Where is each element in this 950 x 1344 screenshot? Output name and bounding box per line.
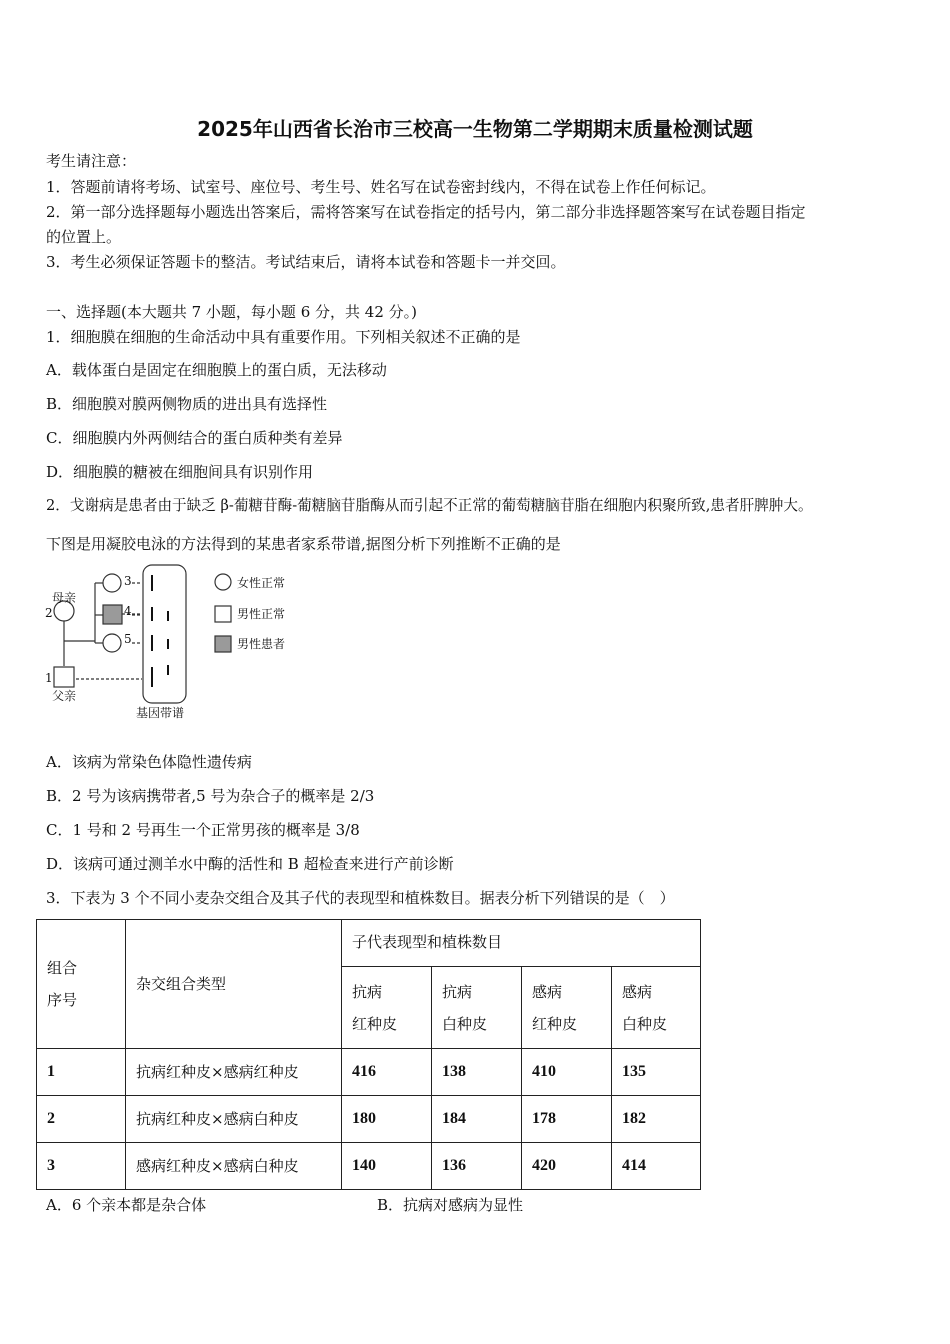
question-1-option-b: B．细胞膜对膜两侧物质的进出具有选择性 — [46, 395, 328, 413]
cell-id: 2 — [37, 1096, 126, 1143]
question-1-option-c: C．细胞膜内外两侧结合的蛋白质种类有差异 — [46, 429, 343, 447]
notice-item: 2．第一部分选择题每小题选出答案后，需将答案写在试卷指定的括号内，第二部分非选择题答案写在试卷题目指定 — [46, 203, 806, 221]
section-heading: 一、选择题(本大题共 7 小题，每小题 6 分，共 42 分。) — [46, 303, 417, 321]
header-cross-type: 杂交组合类型 — [126, 920, 342, 1049]
label-gel: 基因带谱 — [136, 706, 185, 720]
legend-male-normal-symbol — [215, 606, 231, 622]
label-1: 1 — [45, 671, 53, 685]
question-1-stem: 1．细胞膜在细胞的生命活动中具有重要作用。下列相关叙述不正确的是 — [46, 328, 521, 346]
individual-4-symbol — [103, 605, 122, 624]
cell-value: 420 — [522, 1143, 612, 1190]
notice-item: 的位置上。 — [46, 228, 122, 246]
individual-5-symbol — [103, 634, 121, 652]
question-3-option-a: A．6 个亲本都是杂合体 — [46, 1196, 207, 1214]
question-2-stem: 2．戈谢病是患者由于缺乏 β-葡糖苷酶-葡糖脑苷脂酶从而引起不正常的葡萄糖脑苷脂在细胞内积聚所致,患者肝脾肿大。 — [46, 497, 813, 514]
cross-results-table — [36, 919, 701, 1190]
legend-male-affected-symbol — [215, 636, 231, 652]
question-3-stem: 3．下表为 3 个不同小麦杂交组合及其子代的表现型和植株数目。据表分析下列错误的是（ ） — [46, 889, 675, 907]
label-5: 5 — [124, 632, 132, 646]
header-sub: 感病 白种皮 — [612, 967, 701, 1049]
question-2-option-c: C．1 号和 2 号再生一个正常男孩的概率是 3/8 — [46, 821, 360, 839]
cell-cross: 感病红种皮×感病白种皮 — [126, 1143, 342, 1190]
individual-3-symbol — [103, 574, 121, 592]
question-2-option-b: B．2 号为该病携带者,5 号为杂合子的概率是 2/3 — [46, 787, 375, 805]
header-sub: 抗病 红种皮 — [342, 967, 432, 1049]
table-row — [37, 1096, 701, 1143]
header-sub: 感病 红种皮 — [522, 967, 612, 1049]
table-row — [37, 1049, 701, 1096]
legend-female-normal: 女性正常 — [237, 576, 286, 590]
cell-value: 184 — [432, 1096, 522, 1143]
cell-id: 3 — [37, 1143, 126, 1190]
label-father: 父亲 — [52, 689, 77, 703]
header-offspring: 子代表现型和植株数目 — [342, 920, 701, 967]
label-2: 2 — [45, 606, 53, 620]
question-3-option-b: B．抗病对感病为显性 — [377, 1196, 524, 1214]
cell-value: 414 — [612, 1143, 701, 1190]
header-group-line1: 组合 — [47, 959, 78, 977]
label-mother: 母亲 — [52, 591, 77, 605]
gel-box — [143, 565, 186, 703]
table-row — [37, 1143, 701, 1190]
header-group — [37, 920, 126, 1049]
legend-male-normal: 男性正常 — [237, 607, 286, 621]
cell-value: 138 — [432, 1049, 522, 1096]
legend-male-affected: 男性患者 — [237, 637, 286, 651]
question-2-stem-cont: 下图是用凝胶电泳的方法得到的某患者家系带谱,据图分析下列推断不正确的是 — [46, 535, 561, 553]
label-4: 4 — [124, 604, 132, 618]
cell-value: 182 — [612, 1096, 701, 1143]
cell-value: 180 — [342, 1096, 432, 1143]
cell-value: 178 — [522, 1096, 612, 1143]
question-2-option-a: A．该病为常染色体隐性遗传病 — [46, 753, 252, 771]
cell-value: 136 — [432, 1143, 522, 1190]
notice-item: 1．答题前请将考场、试室号、座位号、考生号、姓名写在试卷密封线内，不得在试卷上作任何标记。 — [46, 178, 716, 196]
question-1-option-d: D．细胞膜的糖被在细胞间具有识别作用 — [46, 463, 314, 481]
question-1-option-a: A．载体蛋白是固定在细胞膜上的蛋白质，无法移动 — [46, 361, 387, 379]
cell-value: 135 — [612, 1049, 701, 1096]
father-symbol — [54, 667, 74, 687]
header-group-line2: 序号 — [47, 991, 78, 1009]
label-3: 3 — [124, 574, 132, 588]
page-title: 2025年山西省长治市三校高一生物第二学期期末质量检测试题 — [197, 117, 753, 141]
cell-cross: 抗病红种皮×感病红种皮 — [126, 1049, 342, 1096]
cell-id: 1 — [37, 1049, 126, 1096]
cell-cross: 抗病红种皮×感病白种皮 — [126, 1096, 342, 1143]
header-sub: 抗病 白种皮 — [432, 967, 522, 1049]
cell-value: 410 — [522, 1049, 612, 1096]
question-2-option-d: D．该病可通过测羊水中酶的活性和 B 超检查来进行产前诊断 — [46, 855, 454, 873]
pedigree-figure — [40, 563, 300, 725]
cell-value: 416 — [342, 1049, 432, 1096]
notice-heading: 考生请注意： — [46, 152, 137, 170]
legend-female-normal-symbol — [215, 574, 231, 590]
cell-value: 140 — [342, 1143, 432, 1190]
notice-item: 3．考生必须保证答题卡的整洁。考试结束后，请将本试卷和答题卡一并交回。 — [46, 253, 566, 271]
